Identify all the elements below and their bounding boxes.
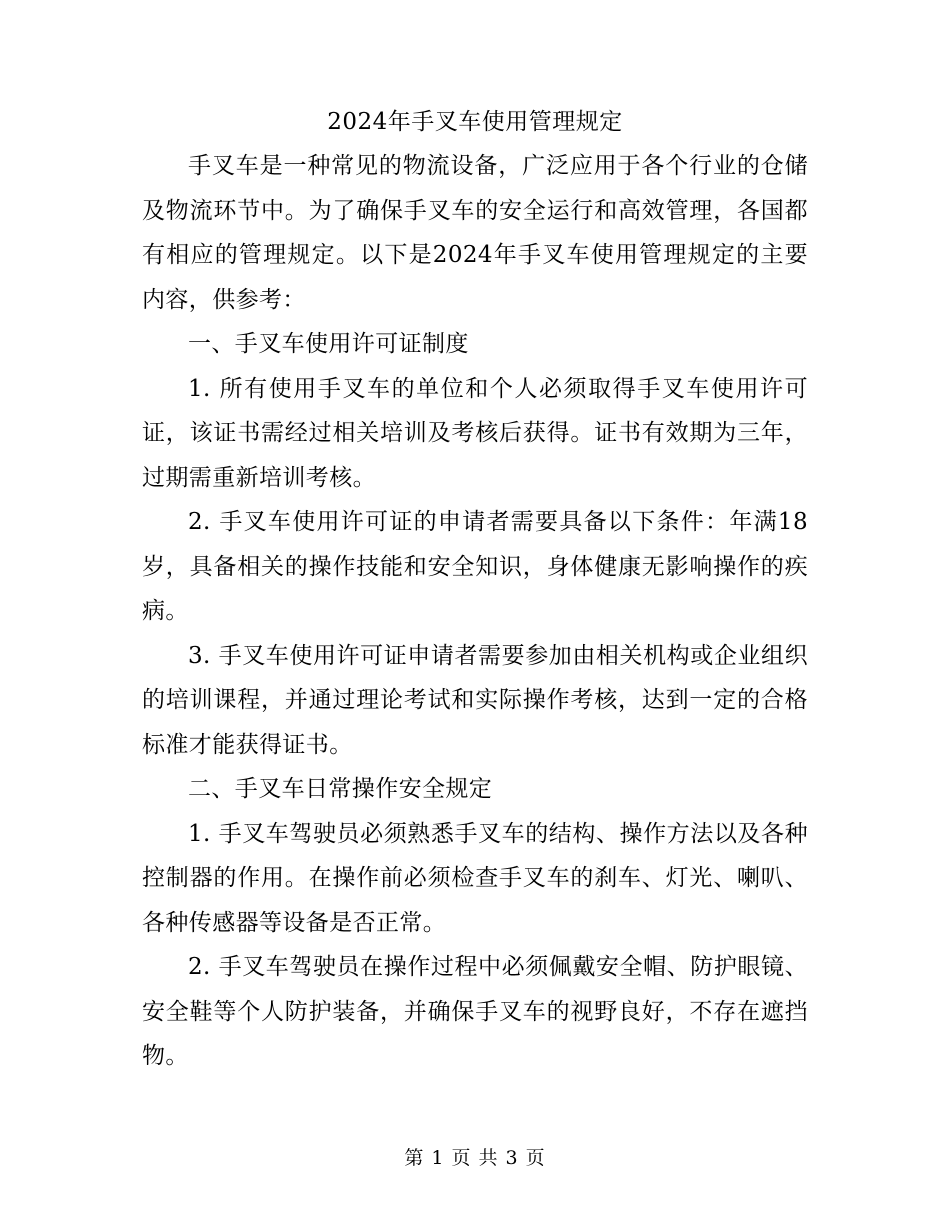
document-title: 2024年手叉车使用管理规定 <box>327 109 623 135</box>
page-footer <box>0 1146 950 1170</box>
section-1-item-1: 1. 所有使用手叉车的单位和个人必须取得手叉车使用许可证，该证书需经过相关培训及考核后获得。证书有效期为三年，过期需重新培训考核。 <box>142 375 808 491</box>
section-1-item-3: 3. 手叉车使用许可证申请者需要参加由相关机构或企业组织的培训课程，并通过理论考试和实际操作考核，达到一定的合格标准才能获得证书。 <box>142 642 808 758</box>
intro-paragraph: 手叉车是一种常见的物流设备，广泛应用于各个行业的仓储及物流环节中。为了确保手叉车的安全运行和高效管理，各国都有相应的管理规定。以下是2024年手叉车使用管理规定的主要内容，供参考： <box>142 153 808 313</box>
section-1-heading: 一、手叉车使用许可证制度 <box>188 331 469 357</box>
page-number: 第 1 页 共 3 页 <box>404 1147 546 1169</box>
document-body <box>142 100 808 1079</box>
section-2-item-2: 2. 手叉车驾驶员在操作过程中必须佩戴安全帽、防护眼镜、安全鞋等个人防护装备，并确保手叉车的视野良好，不存在遮挡物。 <box>142 954 808 1069</box>
section-1-item-2: 2. 手叉车使用许可证的申请者需要具备以下条件：年满18岁，具备相关的操作技能和安全知识，身体健康无影响操作的疾病。 <box>142 509 808 624</box>
section-2-item-1: 1. 手叉车驾驶员必须熟悉手叉车的结构、操作方法以及各种控制器的作用。在操作前必须检查手叉车的刹车、灯光、喇叭、各种传感器等设备是否正常。 <box>142 820 808 936</box>
section-2-heading: 二、手叉车日常操作安全规定 <box>188 776 493 802</box>
